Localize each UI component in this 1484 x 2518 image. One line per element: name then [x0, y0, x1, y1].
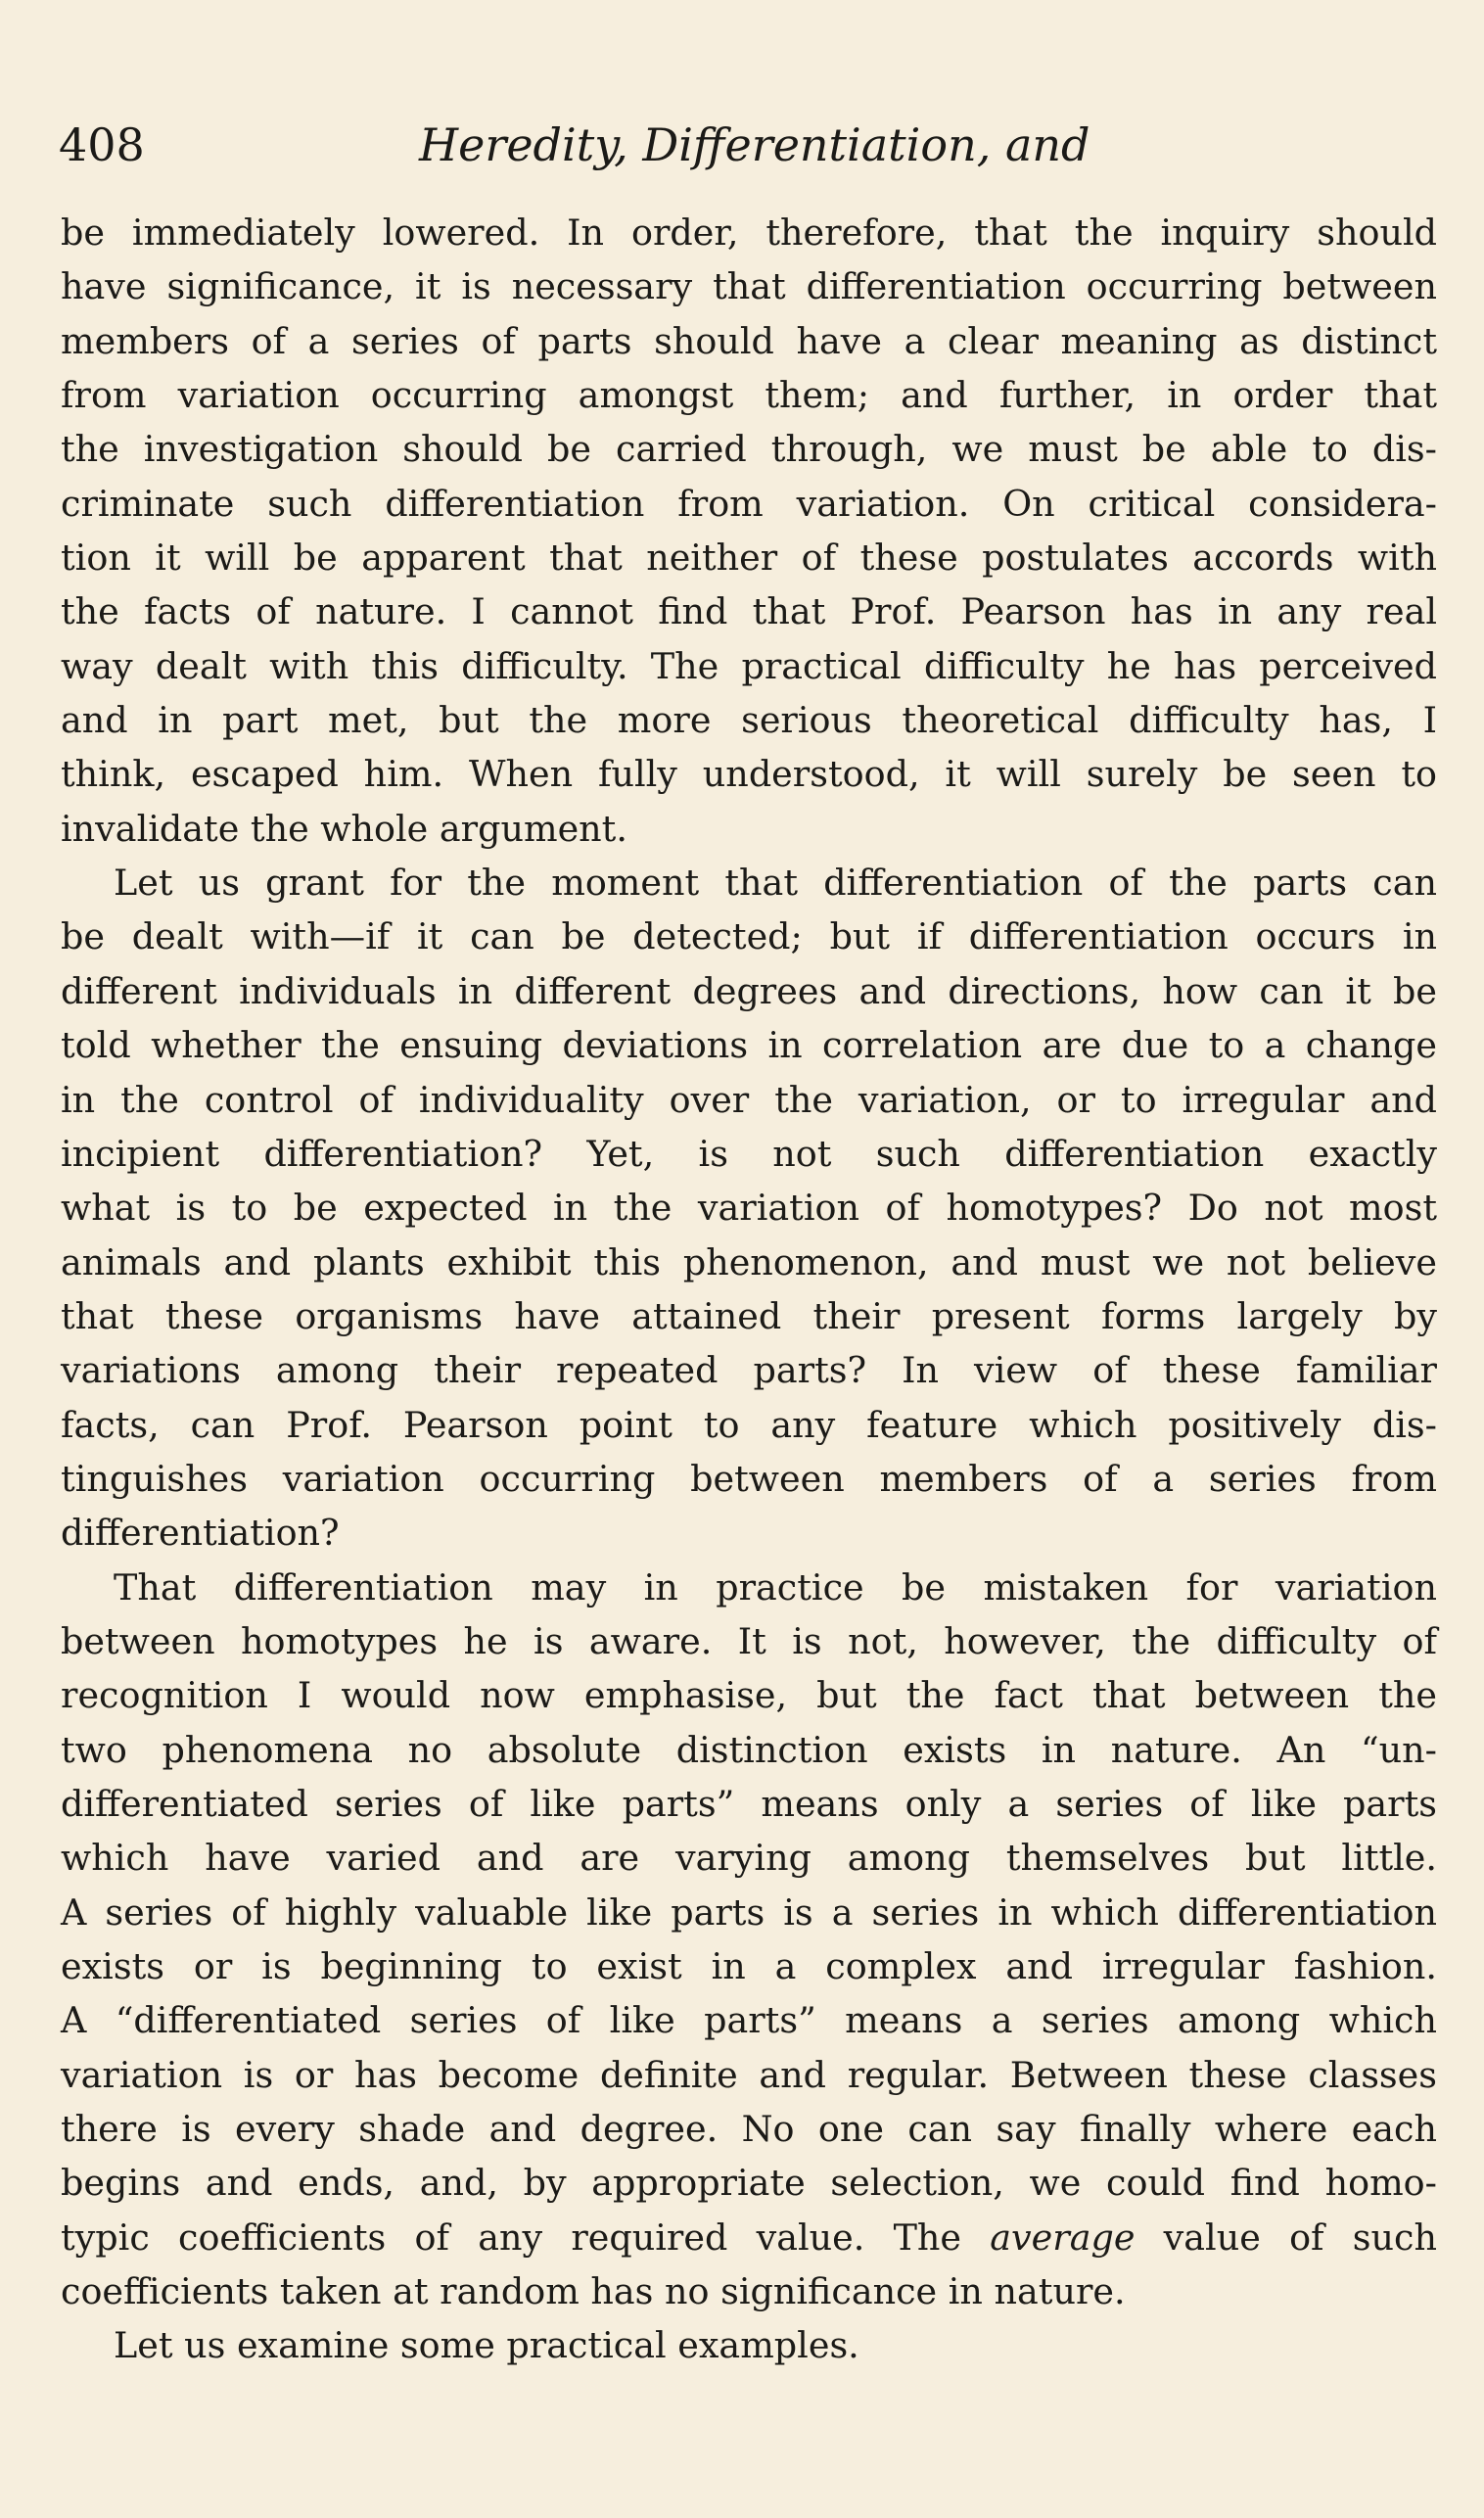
text-line: way dealt with this difficulty. The practical difficulty he has perceived	[61, 644, 1437, 687]
text-line: what is to be expected in the variation of homotypes? Do not most	[61, 1187, 1437, 1230]
body-text	[61, 206, 1437, 2373]
text-line: differentiation?	[61, 1512, 340, 1555]
text-line: exists or is beginning to exist in a complex and irregular fashion.	[61, 1945, 1437, 1987]
text-line: members of a series of parts should have a clear meaning as distinct	[61, 319, 1437, 362]
text-line: which have varied and are varying among themselves but little.	[61, 1837, 1437, 1880]
text-line: from variation occurring amongst them; and further, in order that	[61, 374, 1437, 417]
running-head	[59, 116, 1429, 174]
paragraph-1	[61, 206, 1437, 856]
text-line: begins and ends, and, by appropriate selection, we could find homo-	[61, 2162, 1437, 2205]
page-number: 408	[59, 118, 145, 171]
text-line: different individuals in different degrees and directions, how can it be	[61, 969, 1437, 1012]
text-line: recognition I would now emphasise, but the fact that between the	[61, 1674, 1437, 1717]
text-line: Let us examine some practical examples.	[114, 2324, 859, 2367]
text-line: there is every shade and degree. No one can say finally where each	[61, 2108, 1437, 2151]
text-line: criminate such differentiation from variation. On critical considera-	[61, 482, 1437, 525]
text-line: that these organisms have attained their present forms largely by	[61, 1294, 1437, 1337]
text-line: incipient differentiation? Yet, is not such differentiation exactly	[61, 1132, 1437, 1175]
text-line: between homotypes he is aware. It is not, however, the difficulty of	[61, 1619, 1437, 1662]
text-line: the facts of nature. I cannot find that Prof. Pearson has in any real	[61, 590, 1437, 633]
text-line: tion it will be apparent that neither of these postulates accords with	[61, 536, 1437, 580]
text-line: A “differentiated series of like parts” means a series among which	[61, 1999, 1437, 2042]
text-line: variation is or has become definite and regular. Between these classes	[61, 2053, 1437, 2096]
paragraph-3	[61, 1561, 1437, 2319]
text-line: variations among their repeated parts? In view of these familiar	[61, 1349, 1437, 1392]
text-line: differentiated series of like parts” means only a series of like parts	[61, 1782, 1437, 1825]
paragraph-4	[61, 2318, 1437, 2372]
text-line: tinguishes variation occurring between members of a series from	[61, 1457, 1437, 1500]
text-line: and in part met, but the more serious theoretical difficulty has, I	[61, 699, 1437, 742]
text-line: told whether the ensuing deviations in correlation are due to a change	[61, 1024, 1437, 1067]
running-title: Heredity, Differentiation, and	[419, 118, 1090, 171]
text-line: That differentiation may in practice be mistaken for variation	[114, 1565, 1437, 1609]
text-line: facts, can Prof. Pearson point to any feature which positively dis-	[61, 1403, 1437, 1446]
text-line: have significance, it is necessary that differentiation occurring between	[61, 265, 1437, 308]
paragraph-2	[61, 856, 1437, 1560]
text-line: invalidate the whole argument.	[61, 807, 627, 850]
text-line: typic coefficients of any required value. The average value of such	[61, 2215, 1437, 2259]
emphasis: average	[990, 2215, 1136, 2259]
text-line: think, escaped him. When fully understood, it will surely be seen to	[61, 753, 1437, 796]
text-line: A series of highly valuable like parts is a series in which differentiation	[61, 1890, 1437, 1934]
text-line: be dealt with—if it can be detected; but if differentiation occurs in	[61, 915, 1437, 958]
text-line: animals and plants exhibit this phenomenon, and must we not believe	[61, 1240, 1437, 1283]
text-line: the investigation should be carried through, we must be able to dis-	[61, 428, 1437, 471]
text-line: two phenomena no absolute distinction exists in nature. An “un-	[61, 1728, 1437, 1771]
text-line: coefficients taken at random has no significance in nature.	[61, 2270, 1126, 2313]
text-line: be immediately lowered. In order, therefore, that the inquiry should	[61, 211, 1437, 254]
text-line: Let us grant for the moment that differentiation of the parts can	[114, 862, 1437, 905]
text-line: in the control of individuality over the variation, or to irregular and	[61, 1078, 1437, 1121]
